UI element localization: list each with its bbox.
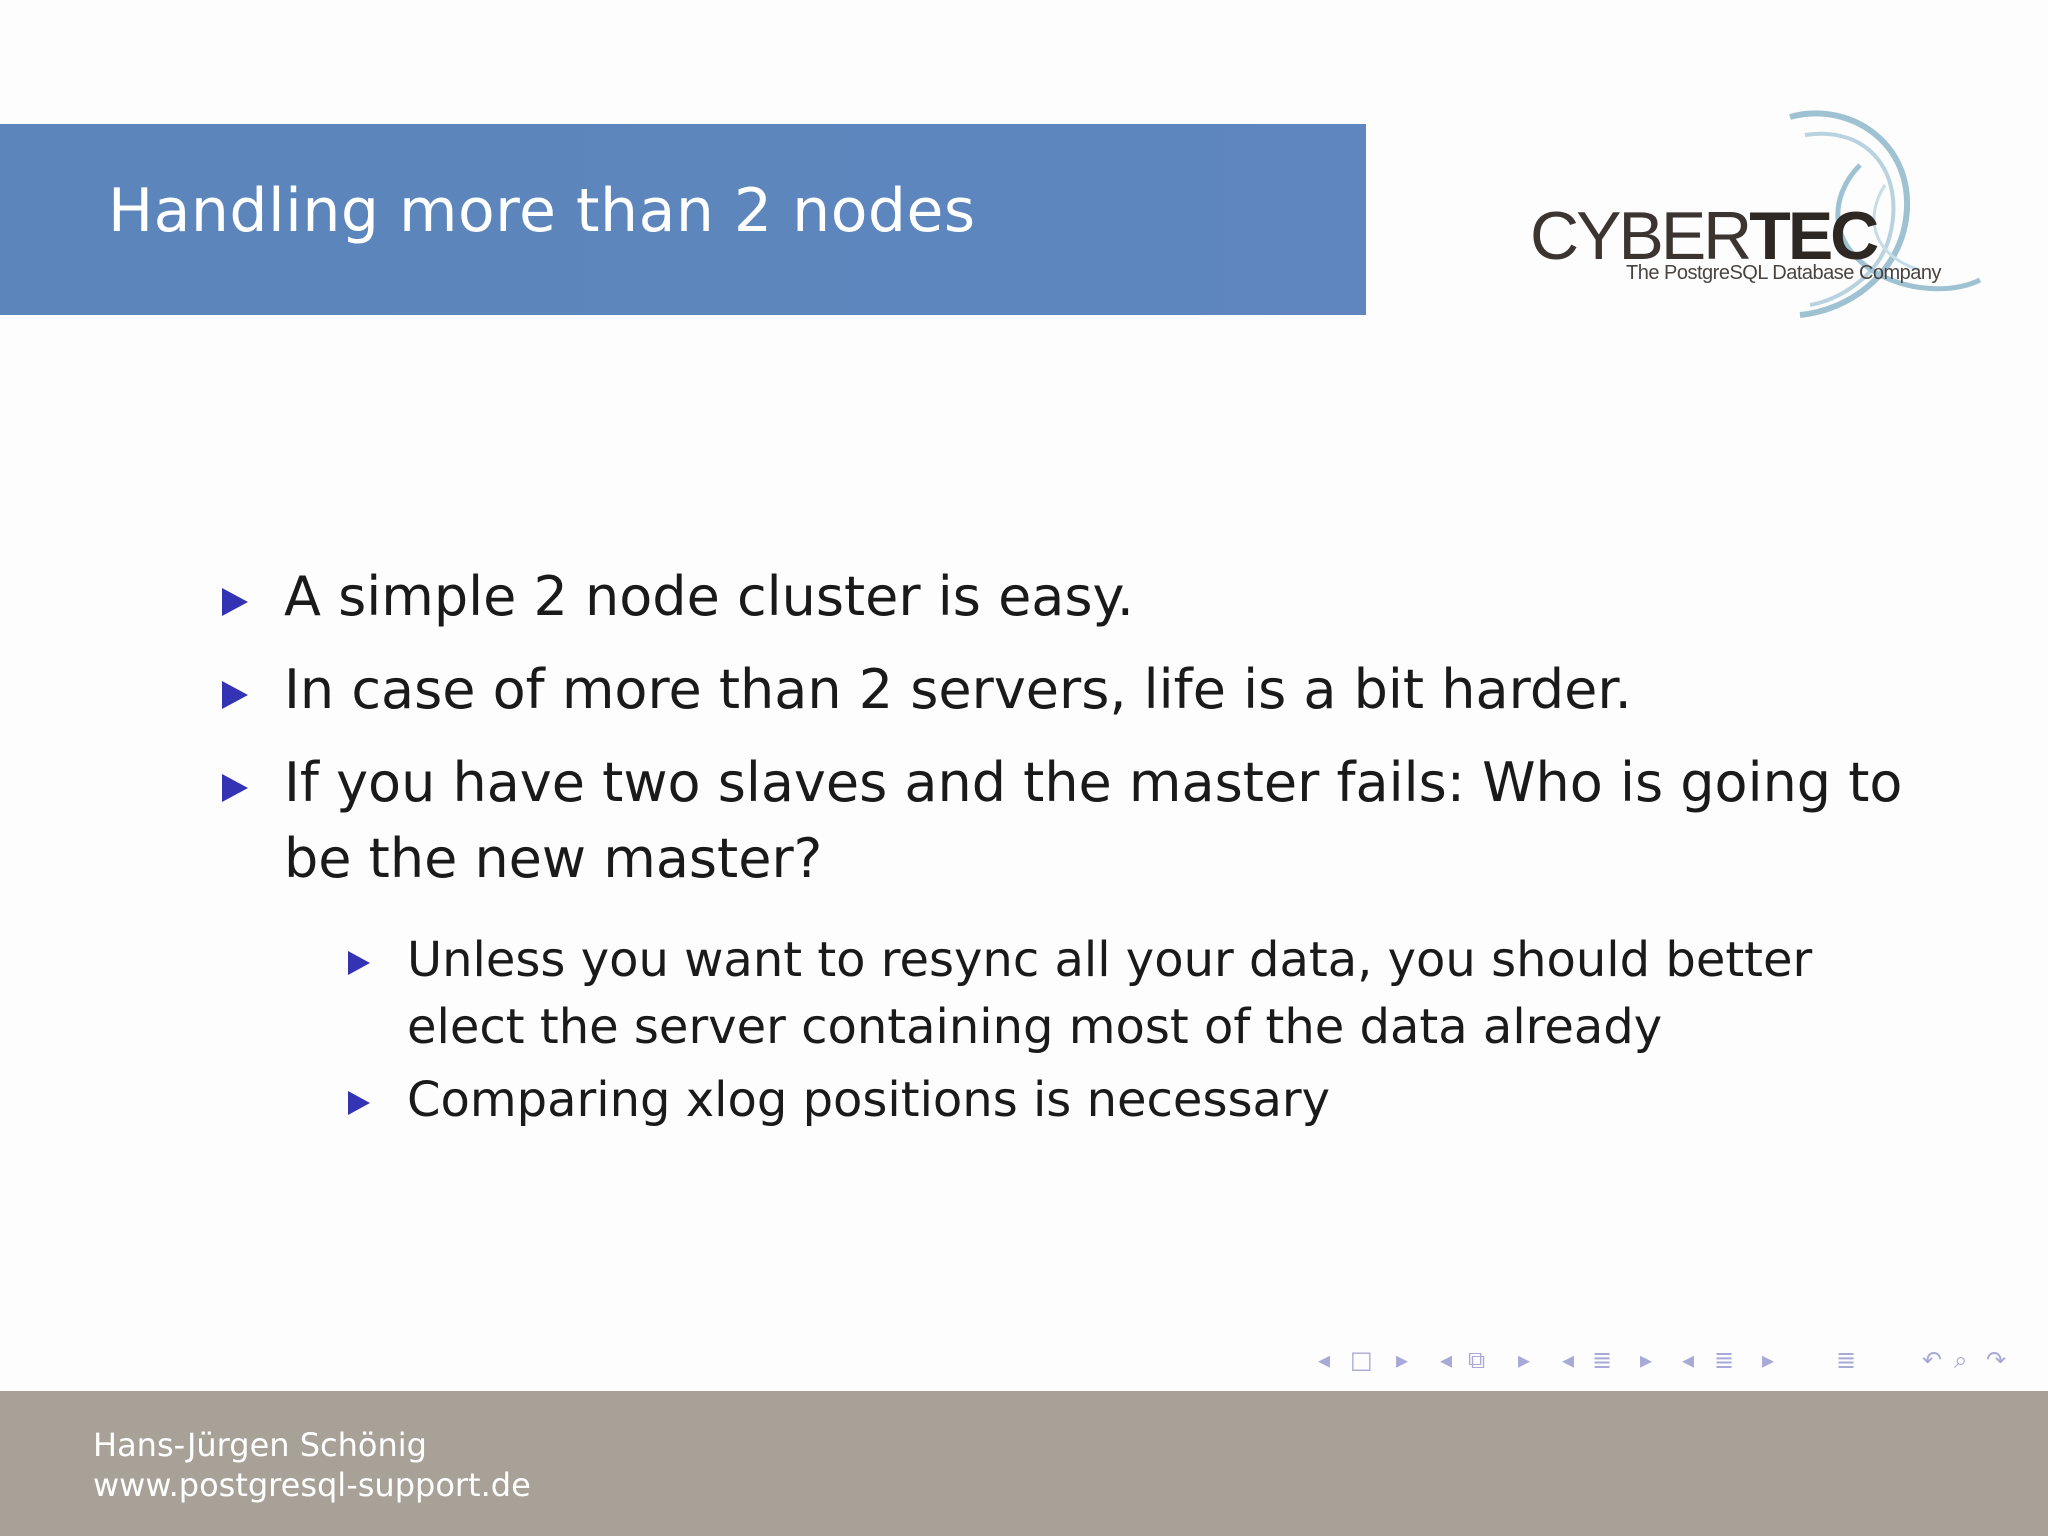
outline-icon[interactable]: ≣	[1836, 1346, 1857, 1374]
logo-word-bold: TEC	[1749, 198, 1877, 274]
back-icon[interactable]: ↶	[1922, 1346, 1943, 1374]
bullet-triangle-icon	[222, 774, 248, 802]
frame-icon[interactable]: □	[1350, 1346, 1373, 1374]
bullet-item-line1: If you have two slaves and the master fails: Who is going to	[284, 751, 1903, 814]
nav-next-icon[interactable]: ▸	[1640, 1346, 1653, 1374]
subbullet-item-line1: Unless you want to resync all your data, you should better	[407, 932, 1813, 988]
slide-title: Handling more than 2 nodes	[108, 176, 976, 246]
footer-website: www.postgresql-support.de	[93, 1466, 531, 1504]
subbullet-triangle-icon	[348, 951, 370, 975]
logo-word-light: CYBER	[1530, 198, 1750, 274]
bullet-triangle-icon	[222, 681, 248, 709]
forward-icon[interactable]: ↷	[1986, 1346, 2007, 1374]
logo-tagline: The PostgreSQL Database Company	[1626, 262, 1942, 284]
subbullet-triangle-icon	[348, 1091, 370, 1115]
nav-prev-icon[interactable]: ◂	[1562, 1346, 1575, 1374]
navigation-bar	[1310, 1342, 2040, 1382]
bullet-item-line2: be the new master?	[284, 827, 823, 890]
subbullet-item-line2: elect the server containing most of the data already	[407, 999, 1663, 1055]
bullet-triangle-icon	[222, 588, 248, 616]
bullet-item: In case of more than 2 servers, life is a bit harder.	[284, 658, 1632, 721]
nav-next-icon[interactable]: ▸	[1762, 1346, 1775, 1374]
section-list-icon[interactable]: ≣	[1714, 1346, 1735, 1374]
nav-next-icon[interactable]: ▸	[1396, 1346, 1409, 1374]
bullet-item: A simple 2 node cluster is easy.	[284, 565, 1134, 628]
nav-prev-icon[interactable]: ◂	[1440, 1346, 1453, 1374]
nav-next-icon[interactable]: ▸	[1518, 1346, 1531, 1374]
subsection-icon[interactable]: ⧉	[1468, 1346, 1486, 1374]
search-icon[interactable]: ⌕	[1954, 1346, 1968, 1374]
nav-prev-icon[interactable]: ◂	[1318, 1346, 1331, 1374]
footer-author: Hans-Jürgen Schönig	[93, 1426, 427, 1464]
footer-bar	[0, 1391, 2048, 1536]
company-logo	[1530, 115, 1990, 335]
subbullet-item: Comparing xlog positions is necessary	[407, 1072, 1331, 1128]
nav-prev-icon[interactable]: ◂	[1682, 1346, 1695, 1374]
section-icon[interactable]: ≣	[1592, 1346, 1613, 1374]
